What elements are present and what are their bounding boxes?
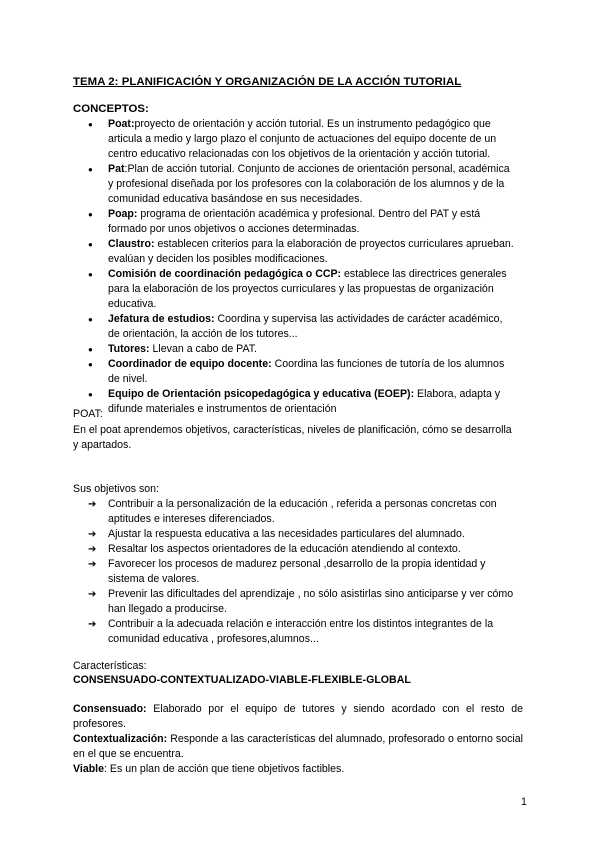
concept-text: Llevan a cabo de PAT. (149, 343, 257, 355)
page-title: TEMA 2: PLANIFICACIÓN Y ORGANIZACIÓN DE LA ACCIÓN TUTORIAL (73, 76, 462, 88)
list-item (0, 237, 516, 267)
characteristics-label: Características: (73, 660, 147, 672)
objective-text: Contribuir a la adecuada relación e interacción entre los distintos integrantes de la comunidad educativa , profesores,alumnos... (108, 618, 494, 645)
objective-text: Ajustar la respuesta educativa a las necesidades particulares del alumnado. (108, 528, 465, 540)
list-item (0, 342, 516, 357)
characteristic-text: Responde a las características del alumnado, profesorado o entorno social en el que se encuentra. (73, 733, 523, 760)
concept-term: Claustro: (108, 238, 155, 250)
characteristic-term: Contextualización: (73, 733, 168, 745)
concept-text: Coordina y supervisa las actividades de carácter académico, de orientación, la acción de los tutores... (108, 313, 503, 340)
concept-text: :Plan de acción tutorial. Conjunto de acciones de orientación personal, académica y profesional diseñada por los profesores con la colaboración de los alumnos y de la comunidad educativa basándose en sus necesidades. (108, 163, 510, 205)
concepts-heading: CONCEPTOS: (73, 103, 149, 115)
concept-text: establecen criterios para la elaboración de proyectos curriculares aprueban. evalúan y deciden los posibles modificaciones. (108, 238, 514, 265)
concepts-list (0, 117, 600, 417)
concept-term: Equipo de Orientación psicopedagógica y educativa (EOEP): (108, 388, 415, 400)
list-item (0, 162, 516, 207)
characteristic-contextualizacion (73, 732, 523, 762)
objectives-label: Sus objetivos son: (73, 483, 159, 495)
list-item (0, 207, 516, 237)
list-item (0, 557, 518, 587)
concept-term: Pat (108, 163, 125, 175)
characteristic-consensuado (73, 702, 523, 732)
objective-text: Favorecer los procesos de madurez personal ,desarrollo de la propia identidad y sistema de valores. (108, 558, 486, 585)
characteristic-term: Viable (73, 763, 105, 775)
list-item (0, 617, 518, 647)
concept-text: establece las directrices generales para la elaboración de los proyectos curriculares y las propuestas de organización educativa. (108, 268, 507, 310)
concept-term: Poat: (108, 118, 135, 130)
concept-term: Poap: (108, 208, 138, 220)
list-item (0, 497, 518, 527)
characteristics-list: CONSENSUADO-CONTEXTUALIZADO-VIABLE-FLEXIBLE-GLOBAL (73, 674, 411, 686)
objective-text: Resaltar los aspectos orientadores de la educación atendiendo al contexto. (108, 543, 461, 555)
poat-intro: En el poat aprendemos objetivos, características, niveles de planificación, cómo se desarrolla y apartados. (73, 424, 512, 451)
characteristic-text: Elaborado por el equipo de tutores y siendo acordado con el resto de profesores. (73, 703, 523, 730)
concept-text: proyecto de orientación y acción tutorial. Es un instrumento pedagógico que articula a medio y largo plazo el conjunto de actuaciones del equipo docente de un centro educativo relacionadas con los objetivos de la orientación y acción tutorial. (108, 118, 497, 160)
list-item (0, 542, 518, 557)
concept-term: Comisión de coordinación pedagógica o CCP: (108, 268, 342, 280)
characteristic-term: Consensuado: (73, 703, 147, 715)
characteristic-text: : Es un plan de acción que tiene objetivos factibles. (104, 763, 345, 775)
list-item (0, 357, 516, 387)
list-item (0, 312, 516, 342)
concept-text: Elabora, adapta y difunde materiales e instrumentos de orientación (108, 388, 501, 415)
list-item (0, 267, 516, 312)
concept-term: Jefatura de estudios: (108, 313, 215, 325)
list-item (0, 527, 518, 542)
concept-term: Coordinador de equipo docente: (108, 358, 272, 370)
objective-text: Prevenir las dificultades del aprendizaje , no sólo asistirlas sino anticiparse y ver cómo han llegado a producirse. (108, 588, 514, 615)
objectives-list (0, 497, 600, 647)
objective-text: Contribuir a la personalización de la educación , referida a personas concretas con aptitudes e intereses diferenciados. (108, 498, 497, 525)
list-item (0, 117, 516, 162)
poat-label: POAT: (73, 408, 103, 420)
list-item (0, 587, 518, 617)
concept-text: programa de orientación académica y profesional. Dentro del PAT y está formado por unos objetivos o acciones determinadas. (108, 208, 481, 235)
concept-term: Tutores: (108, 343, 150, 355)
characteristic-viable (73, 762, 523, 777)
concept-text: Coordina las funciones de tutoría de los alumnos de nivel. (108, 358, 505, 385)
page-number: 1 (521, 796, 527, 808)
